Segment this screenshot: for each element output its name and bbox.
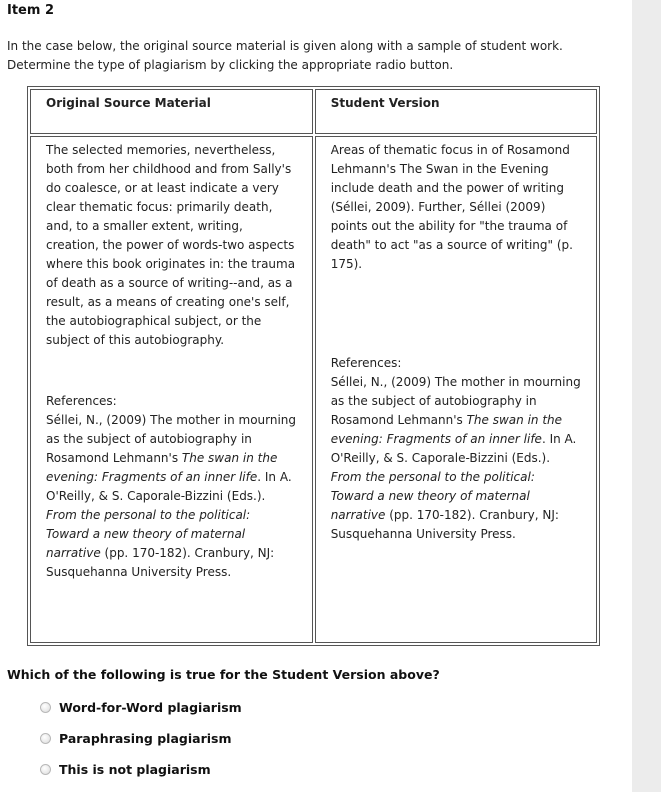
instructions-text: In the case below, the original source material is given along with a sample of student work. Determine the type of plagiarism by clicking the appropriate radio button.	[7, 39, 563, 72]
reference-collection-title: From the personal to the political: Toward a new theory of maternal narrative	[330, 470, 535, 522]
student-references	[331, 354, 581, 544]
radio-button[interactable]	[40, 764, 51, 775]
scrollbar-track[interactable]	[632, 0, 661, 792]
table-header-row	[30, 89, 597, 134]
student-version-header: Student Version	[315, 89, 597, 134]
student-version-text: Areas of thematic focus in of Rosamond Lehmann's The Swan in the Evening include death and the power of writing (Séllei, 2009). Further, Séllei (2009) points out the ability for "the trauma of death" to act "as a source of writing" (p. 175).	[330, 143, 573, 271]
reference-part-2: . In A. O'Reilly, & S. Caporale-Bizzini (Eds.).	[46, 470, 292, 503]
option-label[interactable]: Paraphrasing plagiarism	[59, 730, 232, 746]
radio-button[interactable]	[40, 733, 51, 744]
radio-button[interactable]	[40, 702, 51, 713]
reference-part-2: . In A. O'Reilly, & S. Caporale-Bizzini (Eds.).	[330, 432, 577, 465]
reference-part-3: (pp. 170-182). Cranbury, NJ: Susquehanna University Press.	[46, 546, 275, 579]
original-source-text: The selected memories, nevertheless, both from her childhood and from Sally's do coalesce, or at least indicate a very clear thematic focus: primarily death, and, to a smaller extent, writing, creation, the power of words-two aspects where this book originates in: the trauma of death as a source of writing--and, as a result, as a means of creating one's self, the autobiographical subject, or the subject of this autobiography.	[46, 143, 296, 347]
references-label: References:	[330, 356, 402, 370]
reference-part-1: Séllei, N., (2009) The mother in mourning as the subject of autobiography in Rosamond Lehmann's	[330, 375, 581, 427]
question-text: Which of the following is true for the Student Version above?	[7, 667, 440, 682]
references-label: References:	[46, 394, 117, 408]
reference-part-3: (pp. 170-182). Cranbury, NJ: Susquehanna University Press.	[330, 508, 559, 541]
option-word-for-word[interactable]	[38, 697, 242, 717]
reference-book-title: The swan in the evening: Fragments of an inner life	[330, 413, 563, 446]
option-not-plagiarism[interactable]	[38, 759, 211, 779]
reference-collection-title: From the personal to the political: Toward a new theory of maternal narrative	[46, 508, 251, 560]
student-version-cell	[315, 136, 597, 643]
table-body-row	[30, 136, 597, 643]
reference-book-title: The swan in the evening: Fragments of an inner life	[46, 451, 278, 484]
option-label[interactable]: Word-for-Word plagiarism	[59, 699, 242, 715]
original-source-header: Original Source Material	[30, 89, 313, 134]
comparison-table	[27, 86, 600, 646]
option-paraphrasing[interactable]	[38, 728, 231, 748]
original-references	[46, 392, 297, 582]
option-label[interactable]: This is not plagiarism	[59, 761, 211, 777]
original-source-cell	[30, 136, 313, 643]
reference-part-1: Séllei, N., (2009) The mother in mourning as the subject of autobiography in Rosamond Lehmann's	[46, 413, 297, 465]
item-title: Item 2	[7, 3, 54, 18]
